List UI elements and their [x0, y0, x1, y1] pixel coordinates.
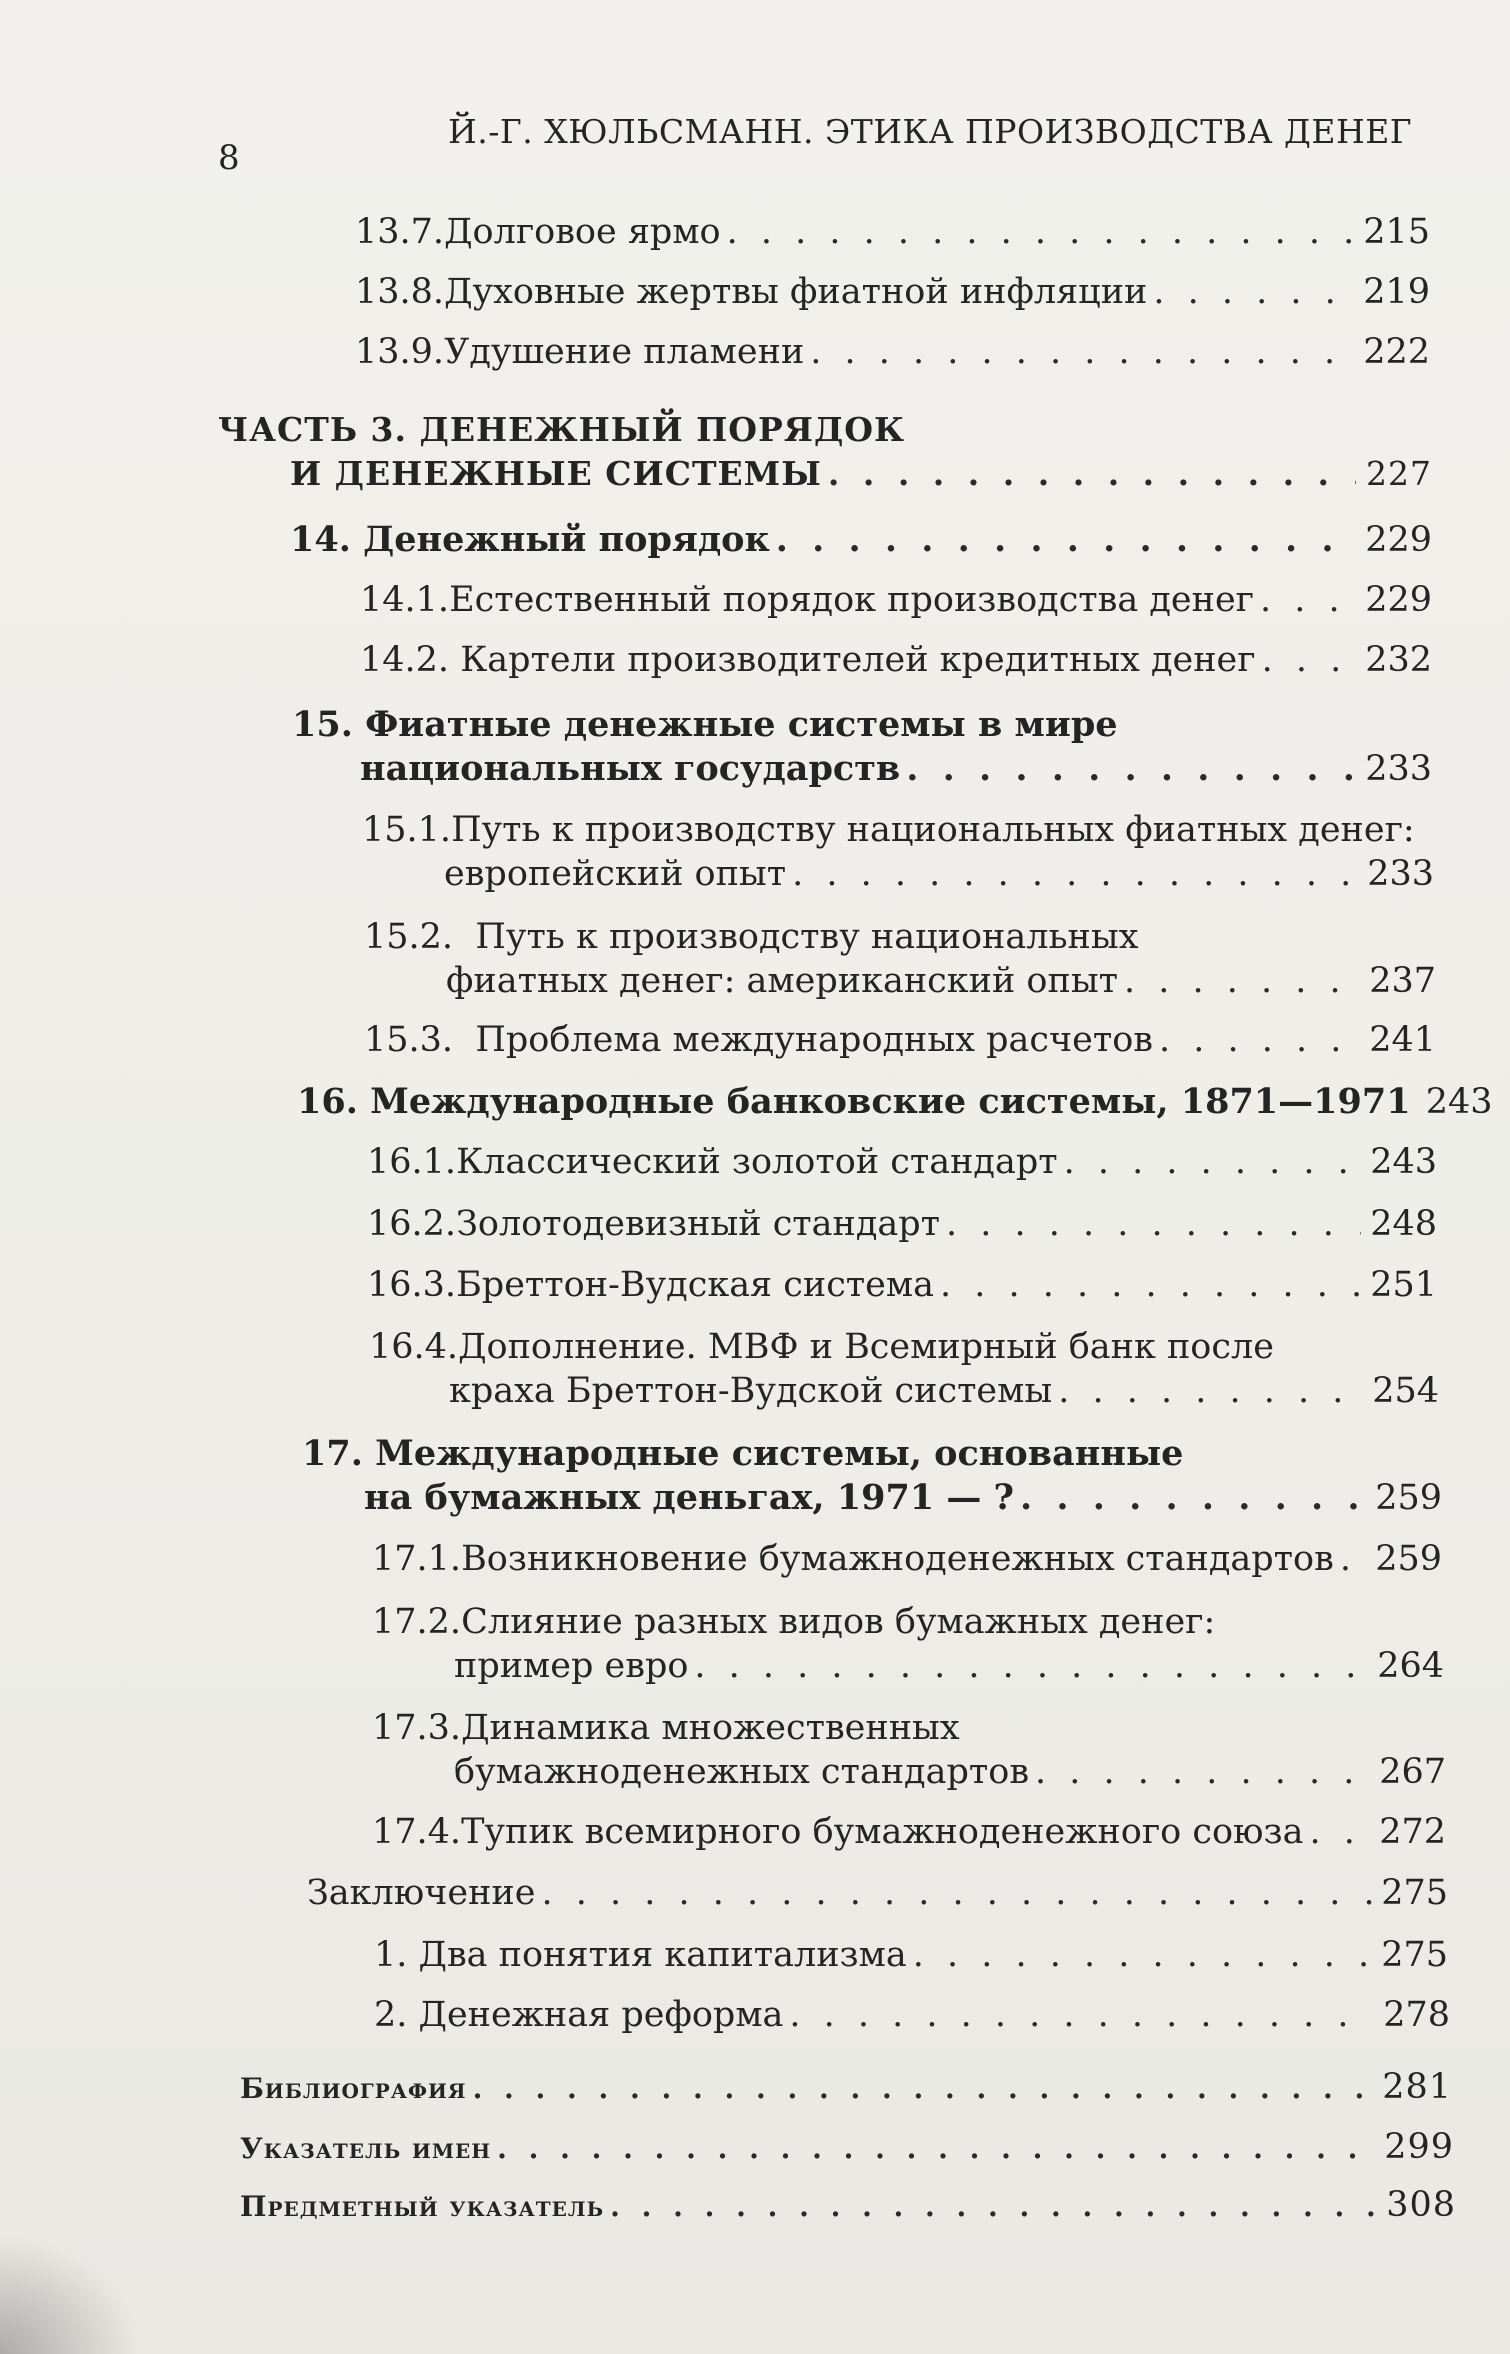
- entry-page: 264: [1377, 1646, 1444, 1686]
- entry-title-line-1: Слияние разных видов бумажных денег:: [461, 1602, 1216, 1642]
- toc-chapter[interactable]: [307, 1871, 1448, 1915]
- entry-number: 14.1.: [360, 580, 450, 620]
- entry-number: 13.7.: [355, 212, 445, 252]
- entry-title-line-1: Дополнение. МВФ и Всемирный банк после: [458, 1327, 1274, 1367]
- entry-title: Бреттон-Вудская система: [456, 1265, 934, 1305]
- entry-page: 272: [1379, 1812, 1446, 1852]
- entry-number: 15.1.: [362, 810, 452, 850]
- entry-title: Естественный порядок производства денег: [449, 580, 1254, 620]
- leader-dots: [810, 330, 1354, 374]
- entry-number: 17.4.: [372, 1812, 462, 1852]
- entry-page: 237: [1369, 961, 1436, 1001]
- leader-dots: [1058, 1369, 1363, 1413]
- entry-page: 251: [1370, 1265, 1437, 1305]
- toc-chapter[interactable]: [292, 703, 1432, 791]
- toc-entry[interactable]: [372, 1537, 1442, 1581]
- toc-entry[interactable]: [374, 1933, 1448, 1977]
- entry-number: 17.3.: [372, 1708, 462, 1748]
- entry-title-line-1: Динамика множественных: [461, 1708, 960, 1748]
- entry-page: 215: [1363, 212, 1430, 252]
- entry-title: Проблема международных расчетов: [475, 1020, 1153, 1060]
- entry-title-line-2: пример евро: [454, 1646, 689, 1686]
- leader-dots: [913, 1933, 1372, 1977]
- entry-page: 233: [1367, 854, 1434, 894]
- entry-page: 227: [1366, 454, 1432, 493]
- leader-dots: [1260, 578, 1356, 622]
- leader-dots: [473, 2067, 1376, 2111]
- entry-title: Картели производителей кредитных денег: [460, 640, 1256, 680]
- leader-dots: [610, 2185, 1380, 2229]
- entry-title-line-2: на бумажных деньгах, 1971 — ?: [364, 1477, 1015, 1518]
- leader-dots: [1064, 1140, 1361, 1184]
- entry-number: 17.2.: [372, 1602, 462, 1642]
- entry-title: 14. Денежный порядок: [290, 519, 770, 560]
- entry-title-line-1: Путь к производству национальных: [475, 917, 1139, 957]
- toc-entry[interactable]: [367, 1263, 1437, 1307]
- entry-page: 222: [1363, 332, 1430, 372]
- entry-title: Библиография: [240, 2072, 467, 2105]
- leader-dots: [1309, 1810, 1370, 1854]
- leader-dots: [1340, 1537, 1366, 1581]
- toc-entry[interactable]: [372, 1810, 1446, 1854]
- entry-title-line-2: краха Бреттон-Вудской системы: [449, 1371, 1053, 1411]
- toc-entry[interactable]: [372, 1600, 1444, 1688]
- entry-page: 241: [1369, 1020, 1436, 1060]
- entry-page: 308: [1386, 2185, 1456, 2225]
- entry-number: 16.3.: [367, 1265, 457, 1305]
- leader-dots: [497, 2127, 1378, 2171]
- entry-title: Возникновение бумажноденежных стандартов: [461, 1539, 1334, 1579]
- entry-page: 254: [1372, 1371, 1439, 1411]
- toc-entry[interactable]: [360, 578, 1432, 622]
- entry-page: 259: [1375, 1478, 1442, 1518]
- leader-dots: [1020, 1476, 1366, 1520]
- leader-dots: [828, 452, 1356, 496]
- entry-title: 1. Два понятия капитализма: [374, 1935, 907, 1975]
- entry-page: 243: [1370, 1142, 1437, 1182]
- entry-title: Духовные жертвы фиатной инфляции: [444, 272, 1148, 312]
- leader-dots: [789, 1993, 1374, 2037]
- leader-dots: [694, 1644, 1368, 1688]
- leader-dots: [940, 1263, 1361, 1307]
- entry-page: 229: [1365, 520, 1432, 560]
- toc-entry[interactable]: [374, 1993, 1450, 2037]
- leader-dots: [727, 210, 1354, 254]
- leader-dots: [1124, 959, 1360, 1003]
- entry-title: 2. Денежная реформа: [374, 1995, 784, 2035]
- toc-chapter[interactable]: [290, 518, 1432, 562]
- entry-title: Указатель имен: [240, 2132, 492, 2165]
- leader-dots: [906, 747, 1356, 791]
- entry-page: 278: [1383, 1995, 1450, 2035]
- toc-entry[interactable]: [362, 808, 1434, 896]
- entry-page: 243: [1425, 1082, 1493, 1122]
- toc-entry[interactable]: [360, 638, 1432, 682]
- toc-entry[interactable]: [364, 1018, 1436, 1062]
- entry-title: Тупик всемирного бумажноденежного союза: [461, 1812, 1304, 1852]
- leader-dots: [1262, 638, 1356, 682]
- toc-entry[interactable]: [355, 210, 1430, 254]
- toc-entry[interactable]: [369, 1325, 1439, 1413]
- entry-title: 16. Международные банковские системы, 1871—1971: [297, 1081, 1411, 1122]
- leader-dots: [1159, 1018, 1360, 1062]
- entry-page: 275: [1381, 1935, 1448, 1975]
- entry-title: Золотодевизный стандарт: [456, 1204, 941, 1244]
- entry-title-line-2: европейский опыт: [444, 854, 787, 894]
- entry-title-line-2: национальных государств: [360, 748, 901, 789]
- entry-page: 219: [1363, 272, 1430, 312]
- entry-page: 229: [1365, 580, 1432, 620]
- running-header: Й.-Г. ХЮЛЬСМАНН. ЭТИКА ПРОИЗВОДСТВА ДЕНЕГ: [448, 112, 1413, 151]
- toc-bibliography[interactable]: [240, 2065, 1452, 2111]
- entry-title-line-1: ЧАСТЬ 3. ДЕНЕЖНЫЙ ПОРЯДОК: [218, 410, 906, 449]
- toc-entry[interactable]: [367, 1202, 1437, 1246]
- entry-number: 15.3.: [364, 1020, 454, 1060]
- entry-page: 233: [1365, 749, 1432, 789]
- toc-chapter[interactable]: [302, 1432, 1442, 1520]
- entry-title-line-1: Путь к производству национальных фиатных денег:: [451, 810, 1415, 850]
- toc-name-index[interactable]: [240, 2125, 1454, 2171]
- entry-page: 275: [1381, 1873, 1448, 1913]
- leader-dots: [541, 1871, 1372, 1915]
- entry-page: 299: [1384, 2127, 1454, 2167]
- toc-chapter[interactable]: [297, 1080, 1493, 1124]
- toc-entry[interactable]: [372, 1706, 1446, 1794]
- entry-number: 16.4.: [369, 1327, 459, 1367]
- page-number: 8: [218, 138, 240, 178]
- entry-number: 17.1.: [372, 1539, 462, 1579]
- entry-title-line-2: фиатных денег: американский опыт: [446, 961, 1119, 1001]
- entry-title: Долговое ярмо: [444, 212, 721, 252]
- toc-entry[interactable]: [355, 330, 1430, 374]
- entry-title: Удушение пламени: [444, 332, 805, 372]
- leader-dots: [792, 852, 1358, 896]
- entry-title-line-1: 15. Фиатные денежные системы в мире: [292, 704, 1118, 745]
- toc-entry[interactable]: [364, 915, 1436, 1003]
- entry-number: 13.9.: [355, 332, 445, 372]
- toc-part-heading[interactable]: [218, 408, 1432, 496]
- leader-dots: [1153, 270, 1354, 314]
- entry-title-line-1: 17. Международные системы, основанные: [302, 1433, 1184, 1474]
- entry-page: 267: [1379, 1752, 1446, 1792]
- entry-page: 232: [1365, 640, 1432, 680]
- entry-title: Классический золотой стандарт: [456, 1142, 1058, 1182]
- toc-entry[interactable]: [367, 1140, 1437, 1184]
- entry-page: 281: [1382, 2067, 1452, 2107]
- leader-dots: [1035, 1750, 1370, 1794]
- entry-number: 16.1.: [367, 1142, 457, 1182]
- entry-title: Заключение: [307, 1873, 536, 1913]
- entry-page: 248: [1370, 1204, 1437, 1244]
- toc-subject-index[interactable]: [240, 2183, 1456, 2229]
- entry-number: 15.2.: [364, 917, 454, 957]
- toc-entry[interactable]: [355, 270, 1430, 314]
- entry-title-line-2: бумажноденежных стандартов: [454, 1752, 1030, 1792]
- leader-dots: [776, 518, 1356, 562]
- entry-page: 259: [1375, 1539, 1442, 1579]
- entry-title: Предметный указатель: [240, 2190, 605, 2223]
- leader-dots: [946, 1202, 1361, 1246]
- entry-title-line-2: И ДЕНЕЖНЫЕ СИСТЕМЫ: [290, 454, 822, 493]
- entry-number: 16.2.: [367, 1204, 457, 1244]
- entry-number: 13.8.: [355, 272, 445, 312]
- entry-number: 14.2.: [360, 640, 450, 680]
